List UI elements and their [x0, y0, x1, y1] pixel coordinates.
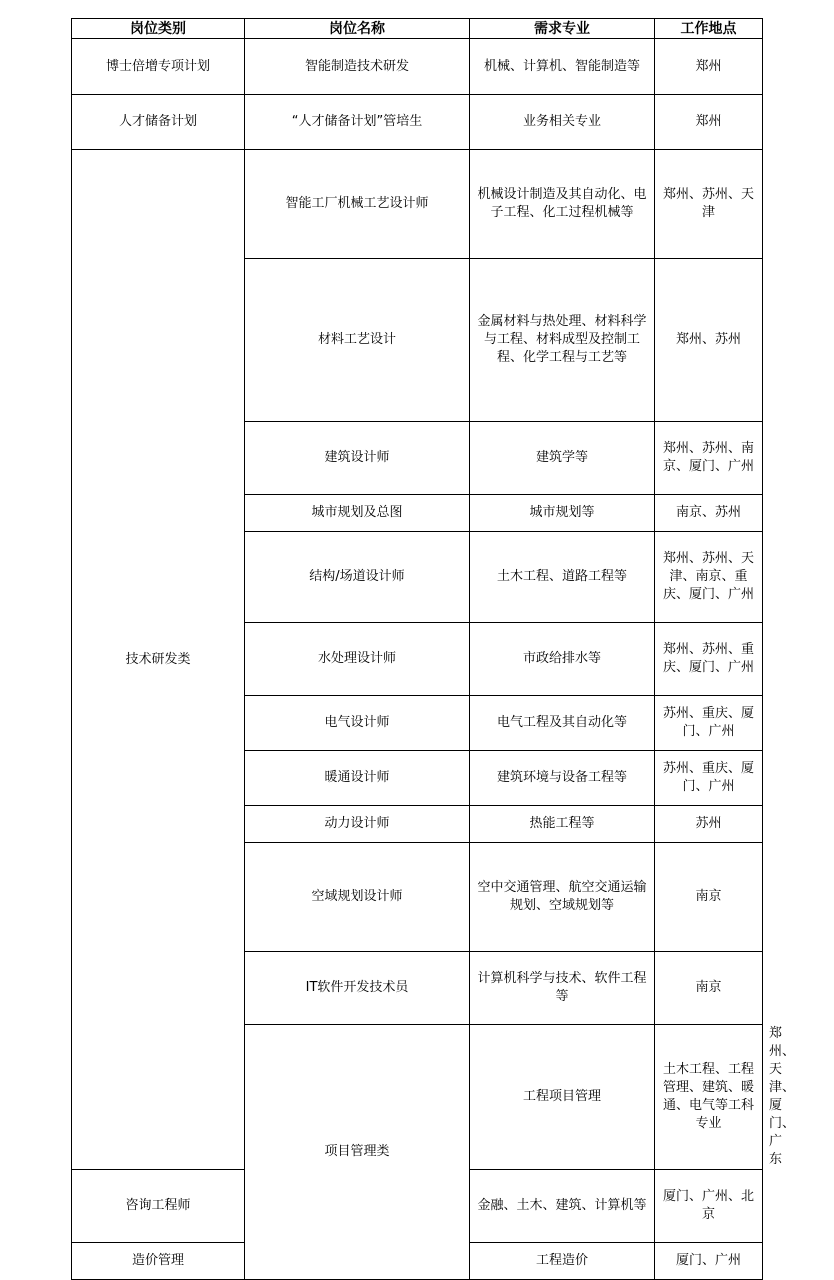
position-cell: 动力设计师	[245, 806, 470, 843]
header-location: 工作地点	[655, 19, 763, 39]
major-cell: 工程造价	[470, 1243, 655, 1280]
location-cell: 厦门、广州	[655, 1243, 763, 1280]
major-cell: 空中交通管理、航空交通运输规划、空域规划等	[470, 843, 655, 952]
position-cell: 材料工艺设计	[245, 259, 470, 422]
location-cell: 苏州	[655, 806, 763, 843]
major-cell: 土木工程、道路工程等	[470, 532, 655, 623]
major-cell: 金融、土木、建筑、计算机等	[470, 1170, 655, 1243]
table-row	[72, 39, 763, 95]
major-cell: 机械设计制造及其自动化、电子工程、化工过程机械等	[470, 150, 655, 259]
location-cell: 南京	[655, 952, 763, 1025]
location-cell: 南京	[655, 843, 763, 952]
position-cell: 工程项目管理	[470, 1025, 655, 1170]
location-cell: 郑州、苏州、天津	[655, 150, 763, 259]
major-cell: 电气工程及其自动化等	[470, 696, 655, 751]
location-cell: 郑州	[655, 95, 763, 150]
header-position: 岗位名称	[245, 19, 470, 39]
table-header-row	[72, 19, 763, 39]
location-cell: 南京、苏州	[655, 495, 763, 532]
position-cell: 建筑设计师	[245, 422, 470, 495]
location-cell: 郑州	[655, 39, 763, 95]
major-cell: 市政给排水等	[470, 623, 655, 696]
major-cell: 金属材料与热处理、材料科学与工程、材料成型及控制工程、化学工程与工艺等	[470, 259, 655, 422]
category-cell: 博士倍增专项计划	[72, 39, 245, 95]
location-cell: 郑州、苏州、天津、南京、重庆、厦门、广州	[655, 532, 763, 623]
category-cell: 人才储备计划	[72, 95, 245, 150]
position-cell: 智能制造技术研发	[245, 39, 470, 95]
major-cell: 业务相关专业	[470, 95, 655, 150]
position-cell: “人才储备计划”管培生	[245, 95, 470, 150]
header-category: 岗位类别	[72, 19, 245, 39]
position-cell: IT软件开发技术员	[245, 952, 470, 1025]
recruitment-table	[71, 18, 796, 1280]
table-row: 项目管理类 工程项目管理 土木工程、工程管理、建筑、暖通、电气等工科专业 郑州、天津、厦门、广东	[72, 1025, 763, 1170]
major-cell: 计算机科学与技术、软件工程等	[470, 952, 655, 1025]
position-cell: 空域规划设计师	[245, 843, 470, 952]
position-cell: 智能工厂机械工艺设计师	[245, 150, 470, 259]
header-major: 需求专业	[470, 19, 655, 39]
location-cell: 厦门、广州、北京	[655, 1170, 763, 1243]
position-cell: 城市规划及总图	[245, 495, 470, 532]
category-cell: 技术研发类	[72, 150, 245, 1170]
major-cell: 热能工程等	[470, 806, 655, 843]
major-cell: 城市规划等	[470, 495, 655, 532]
location-cell: 郑州、苏州、重庆、厦门、广州	[655, 623, 763, 696]
major-cell: 土木工程、工程管理、建筑、暖通、电气等工科专业	[655, 1025, 763, 1170]
location-cell: 苏州、重庆、厦门、广州	[655, 751, 763, 806]
category-cell: 项目管理类	[245, 1025, 470, 1280]
position-cell: 咨询工程师	[72, 1170, 245, 1243]
table-row	[72, 95, 763, 150]
table-row	[72, 150, 763, 259]
position-cell: 水处理设计师	[245, 623, 470, 696]
major-cell: 建筑学等	[470, 422, 655, 495]
position-cell: 电气设计师	[245, 696, 470, 751]
position-cell: 结构/场道设计师	[245, 532, 470, 623]
location-cell: 郑州、苏州、南京、厦门、广州	[655, 422, 763, 495]
position-cell: 造价管理	[72, 1243, 245, 1280]
major-cell: 机械、计算机、智能制造等	[470, 39, 655, 95]
position-cell: 暖通设计师	[245, 751, 470, 806]
location-cell: 苏州、重庆、厦门、广州	[655, 696, 763, 751]
location-cell: 郑州、苏州	[655, 259, 763, 422]
major-cell: 建筑环境与设备工程等	[470, 751, 655, 806]
